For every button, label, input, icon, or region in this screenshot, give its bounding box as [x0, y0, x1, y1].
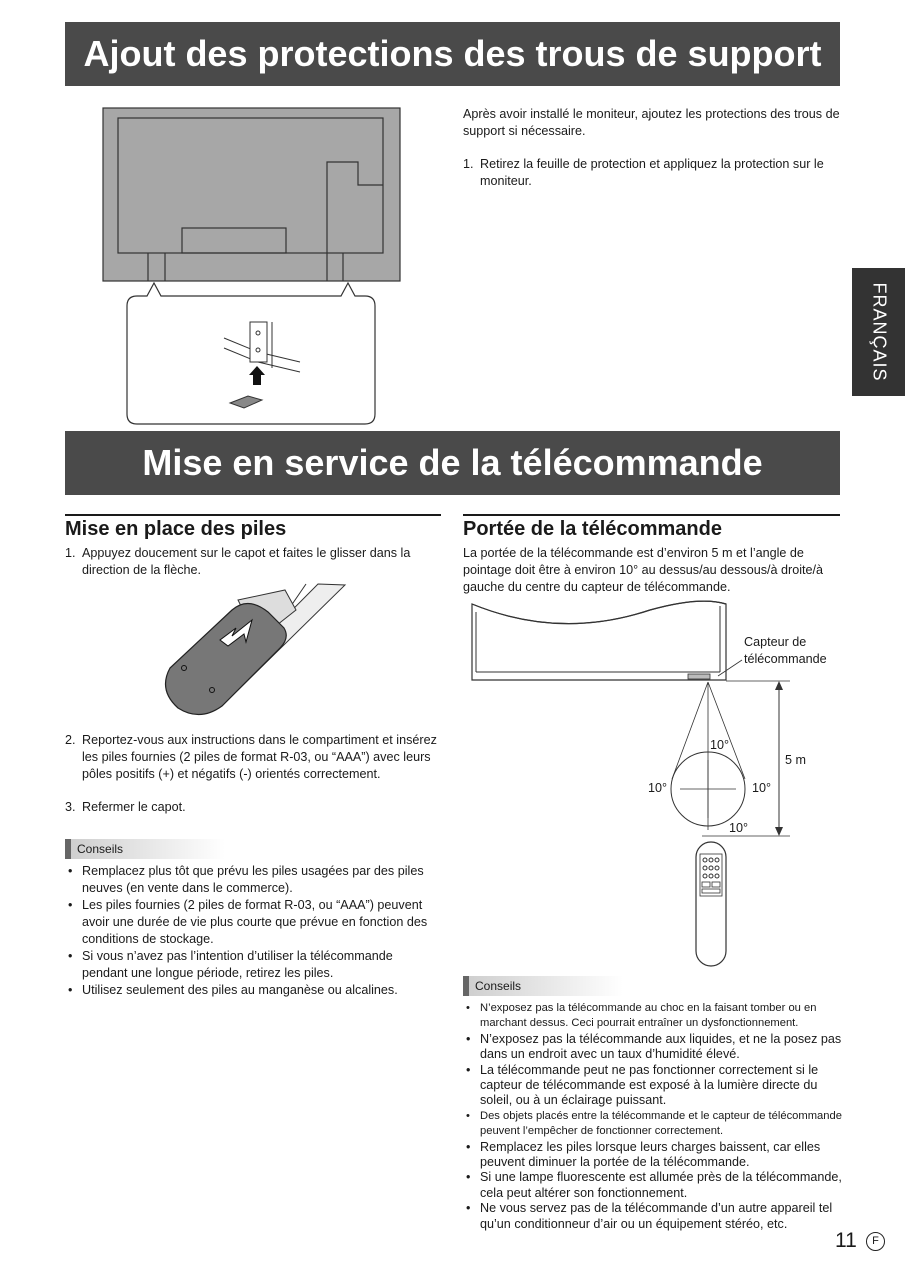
- page-number: 11: [835, 1229, 857, 1252]
- section-title-remote: Mise en service de la télécommande: [65, 431, 840, 495]
- list-item: • N’exposez pas la télécommande au choc en la faisant tomber ou en marchant dessus. Ceci pourrait entraîner un dysfonctionnement.: [463, 1001, 848, 1032]
- angle-bottom-label: 10°: [729, 821, 749, 835]
- range-cone: [672, 682, 745, 830]
- portee-intro-text: La portée de la télécommande est d’environ 5 m et l’angle de pointage doit être à environ 10° au dessus/au dessous/à droite/à gauche du centre du capteur de télécommande.: [463, 546, 824, 594]
- sensor-label-line-2: télécommande: [744, 652, 827, 666]
- step-number: 1.: [463, 157, 474, 171]
- list-item: • Si vous n’avez pas l’intention d’utiliser la télécommande pendant une longue période, retirez les piles.: [65, 948, 437, 982]
- angle-right-label: 10°: [752, 781, 772, 795]
- step-number: 1.: [65, 546, 76, 560]
- conseils-label: Conseils: [463, 976, 623, 996]
- angle-left-label: 10°: [648, 781, 668, 795]
- list-item: • La télécommande peut ne pas fonctionner correctement si le capteur de télécommande est exposé à la lumière directe du soleil, ou à un éclairage puissant.: [463, 1063, 848, 1109]
- list-item: • Remplacez plus tôt que prévu les piles usagées par des piles neuves (en vente dans le commerce).: [65, 863, 437, 897]
- step-text: Reportez-vous aux instructions dans le compartiment et insérez les piles fournies (2 piles de format R-03, ou “AAA”) avec leurs pôles positifs (+) et négatifs (-) orientés correctement.: [82, 733, 437, 781]
- piles-heading: Mise en place des piles: [65, 514, 441, 541]
- step-text: Appuyez doucement sur le capot et faites le glisser dans la direction de la flèche.: [82, 546, 411, 577]
- portee-tips-list: [463, 1001, 848, 1232]
- conseils-label: Conseils: [65, 839, 225, 859]
- list-item: • Ne vous servez pas de la télécommande d’un autre appareil tel qu’un conditionneur d’air ou un équipement stéréo, etc.: [463, 1201, 848, 1232]
- list-item: • Des objets placés entre la télécommande et le capteur de télécommande peuvent l’empêcher de fonctionner correctement.: [463, 1109, 848, 1140]
- monitor-front: [472, 601, 726, 680]
- list-item: • Utilisez seulement des piles au manganèse ou alcalines.: [65, 982, 437, 999]
- angle-top-label: 10°: [710, 738, 730, 752]
- sensor-label: [744, 634, 844, 668]
- step-number: 3.: [65, 800, 76, 814]
- sensor-label-line-1: Capteur de: [744, 635, 807, 649]
- portee-heading: Portée de la télécommande: [463, 514, 840, 541]
- distance-label: 5 m: [785, 753, 806, 767]
- step-text: Refermer le capot.: [82, 800, 186, 814]
- language-label: FRANÇAIS: [869, 282, 889, 382]
- list-item: • Les piles fournies (2 piles de format R-03, ou “AAA”) peuvent avoir une durée de vie plus courte que prévue en fonction des conditions de stockage.: [65, 897, 437, 948]
- support-intro-text: Après avoir installé le moniteur, ajoutez les protections des trous de support si nécessaire.: [463, 107, 840, 138]
- section-title-support-caps: Ajout des protections des trous de support: [65, 22, 840, 86]
- language-mark: F: [866, 1232, 885, 1251]
- sensor-window: [688, 674, 710, 679]
- step-number: 2.: [65, 733, 76, 747]
- list-item: • Remplacez les piles lorsque leurs charges baissent, car elles peuvent diminuer la portée de la télécommande.: [463, 1140, 848, 1171]
- list-item: • N’exposez pas la télécommande aux liquides, et ne la posez pas dans un endroit avec un taux d’humidité élevé.: [463, 1032, 848, 1063]
- list-item: • Si une lampe fluorescente est allumée près de la télécommande, cela peut altérer son fonctionnement.: [463, 1170, 848, 1201]
- step-text: Retirez la feuille de protection et appliquez la protection sur le moniteur.: [480, 157, 824, 188]
- remote-control: [696, 842, 726, 966]
